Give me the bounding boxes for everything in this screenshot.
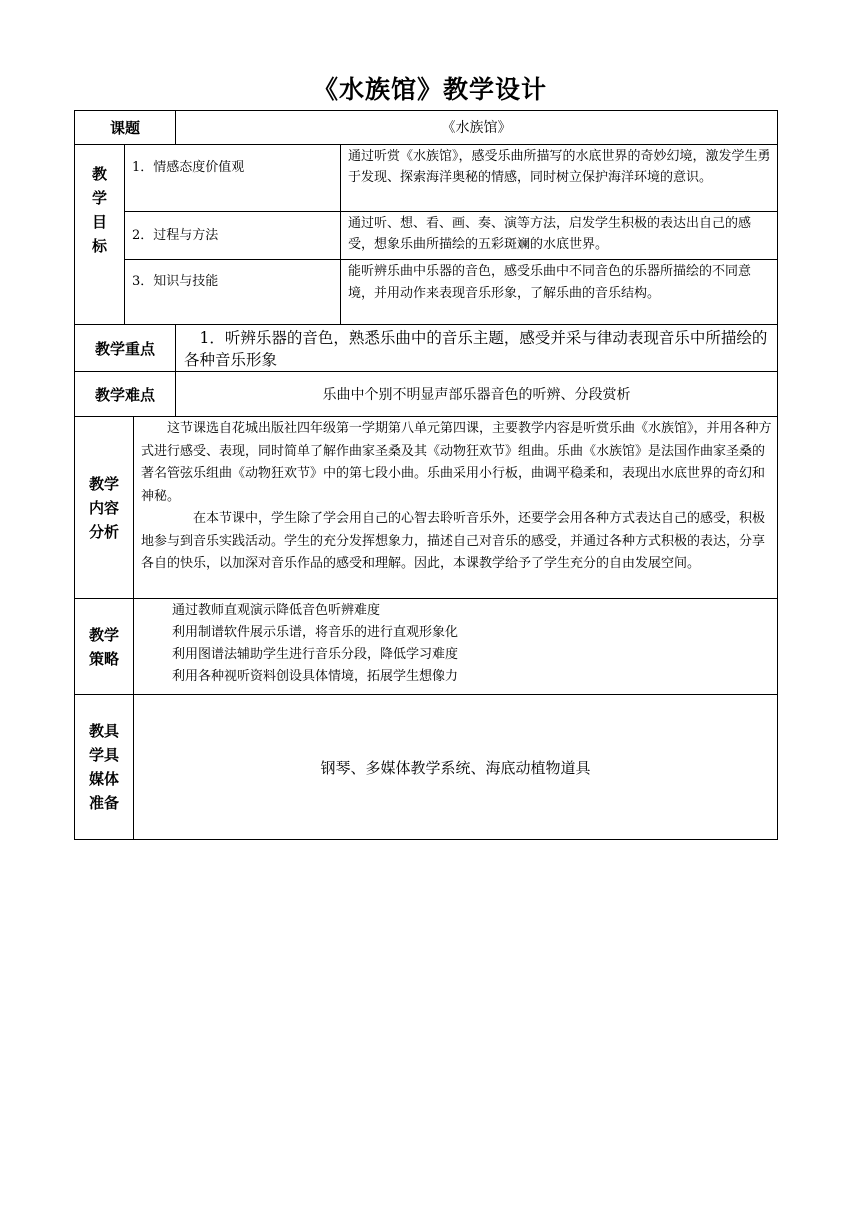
- key-points-text: 1．听辨乐器的音色，熟悉乐曲中的音乐主题，感受并采与律动表现音乐中所描绘的各种音乐形象: [184, 329, 768, 369]
- strategy-item: 利用制谱软件展示乐谱，将音乐的进行直观形象化: [172, 625, 459, 640]
- content-analysis-paragraph: 这节课选自花城出版社四年级第一学期第八单元第四课，主要教学内容是听赏乐曲《水族馆》，并用各种方式进行感受、表现，同时简单了解作曲家圣桑及其《动物狂欢节》组曲。乐曲《水族馆》是法国作曲家圣桑的著名管弦乐组曲《动物狂欢节》中的第七段小曲。乐曲采用小行板，曲调平稳柔和，表现出水底世界的奇幻和神秘。: [141, 421, 772, 504]
- tools-text: 钢琴、多媒体教学系统、海底动植物道具: [320, 758, 591, 777]
- lesson-title: 《水族馆》: [441, 119, 512, 136]
- objective-text: 通过听赏《水族馆》，感受乐曲所描写的水底世界的奇妙幻境，激发学生勇于发现、探索海洋奥秘的情感，同时树立保护海洋环境的意识。: [348, 149, 771, 185]
- strategy-item: 通过教师直观演示降低音色听辨难度: [172, 603, 381, 618]
- objectives-label-char: 目: [91, 212, 107, 231]
- objective-name: 1．情感态度价值观: [132, 160, 245, 175]
- content-analysis-label: [75, 417, 133, 598]
- objectives-label: [75, 145, 124, 324]
- objective-text: 通过听、想、看、画、奏、演等方法，启发学生积极的表达出自己的感受，想象乐曲所描绘的五彩斑斓的水底世界。: [348, 216, 752, 252]
- tools-label-line: 媒体: [88, 770, 119, 788]
- content-analysis-label-line: 内容: [88, 498, 119, 517]
- strategy-label-line: 教学: [88, 625, 119, 644]
- objective-name: 2．过程与方法: [132, 227, 219, 243]
- key-points-label: 教学重点: [94, 339, 155, 358]
- objective-name: 3．知识与技能: [132, 274, 219, 289]
- objectives-label-char: 学: [91, 188, 107, 207]
- objectives-label-char: 标: [91, 236, 107, 255]
- strategy-list: [172, 600, 772, 692]
- strategy-label-line: 策略: [88, 649, 119, 668]
- strategy-label: [75, 599, 133, 694]
- tools-label-line: 教具: [88, 722, 119, 740]
- strategy-item: 利用各种视听资料创设具体情境，拓展学生想像力: [172, 669, 459, 684]
- objectives-label-char: 教: [91, 164, 107, 183]
- difficulties-text: 乐曲中个别不明显声部乐器音色的听辨、分段赏析: [322, 387, 631, 403]
- tools-label-line: 学具: [88, 746, 119, 764]
- tools-label: [75, 695, 133, 839]
- content-analysis-body: [141, 418, 773, 598]
- content-analysis-paragraph: 在本节课中，学生除了学会用自己的心智去聆听音乐外，还要学会用各种方式表达自己的感受，积极地参与到音乐实践活动。学生的充分发挥想象力，描述自己对音乐的感受，并通过各种方式积极的表达，分享各自的快乐，以加深对音乐作品的感受和理解。因此，本课教学给予了学生充分的自由发展空间。: [141, 511, 766, 571]
- document-title: 《水族馆》教学设计: [312, 75, 547, 104]
- content-analysis-label-line: 教学: [88, 474, 119, 493]
- lesson-label: 课题: [109, 119, 140, 137]
- objective-text: 能听辨乐曲中乐器的音色，感受乐曲中不同音色的乐器所描绘的不同意境，并用动作来表现音乐形象，了解乐曲的音乐结构。: [348, 264, 752, 301]
- content-analysis-label-line: 分析: [88, 522, 119, 541]
- tools-label-line: 准备: [88, 794, 119, 812]
- difficulties-label: 教学难点: [94, 385, 155, 404]
- strategy-item: 利用图谱法辅助学生进行音乐分段，降低学习难度: [172, 647, 459, 662]
